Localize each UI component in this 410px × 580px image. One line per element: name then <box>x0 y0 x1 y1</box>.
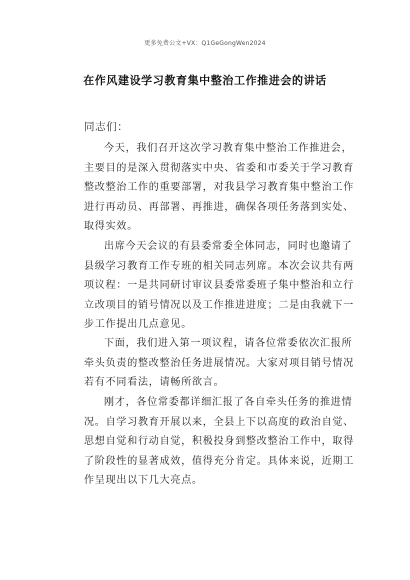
paragraph-3 <box>84 334 354 393</box>
paragraph-line: 思想自觉和行动自觉，积极投身到整改整治工作中，取得 <box>84 436 354 447</box>
document-title: 在作风建设学习教育集中整治工作推进会的讲话 <box>83 74 327 87</box>
paragraph-line: 取得实效。 <box>84 221 138 232</box>
paragraph-line: 立改项目的销号情况以及工作推进进度；二是由我就下一 <box>84 299 354 311</box>
paragraph-line: 项议程：一是共同研讨审议县委常委班子集中整治和立行 <box>84 280 354 291</box>
salutation: 同志们： <box>84 121 129 133</box>
paragraph-line: 出席今天会议的有县委常委全体同志，同时也邀请了 <box>104 241 353 252</box>
paragraph-line: 整改整治工作的重要部署，对我县学习教育集中整治工作 <box>84 182 354 193</box>
paragraph-line: 步工作提出几点意见。 <box>84 319 192 330</box>
paragraph-line: 若有不同看法，请畅所欲言。 <box>84 377 225 388</box>
paragraph-line: 下面，我们进入第一项议程，请各位常委依次汇报所 <box>104 338 353 349</box>
paragraph-line: 主要目的是深入贯彻落实中央、省委和市委关于学习教育 <box>84 162 354 174</box>
paragraph-line: 作呈现出以下几大亮点。 <box>84 475 203 486</box>
header-note: 更多免费公文+VX：Q1GeGongWen2024 <box>144 40 266 47</box>
paragraph-line: 刚才，各位常委都详细汇报了各自牵头任务的推进情 <box>104 397 353 408</box>
paragraph-4 <box>84 393 354 491</box>
paragraph-line: 况。自学习教育开展以来，全县上下以高度的政治自觉、 <box>84 416 354 428</box>
paragraph-line: 牵头负责的整改整治任务进展情况。大家对项目销号情况 <box>84 357 354 369</box>
paragraph-line: 进行再动员、再部署、再推进，确保各项任务落到实处、 <box>84 201 354 213</box>
paragraph-line: 了阶段性的显著成效，值得充分肯定。具体来说，近期工 <box>84 455 354 467</box>
paragraph-2 <box>84 237 354 335</box>
paragraph-1 <box>84 139 354 237</box>
paragraph-line: 今天，我们召开这次学习教育集中整治工作推进会， <box>104 143 353 154</box>
paragraph-line: 县级学习教育工作专班的相关同志列席。本次会议共有两 <box>84 260 354 272</box>
